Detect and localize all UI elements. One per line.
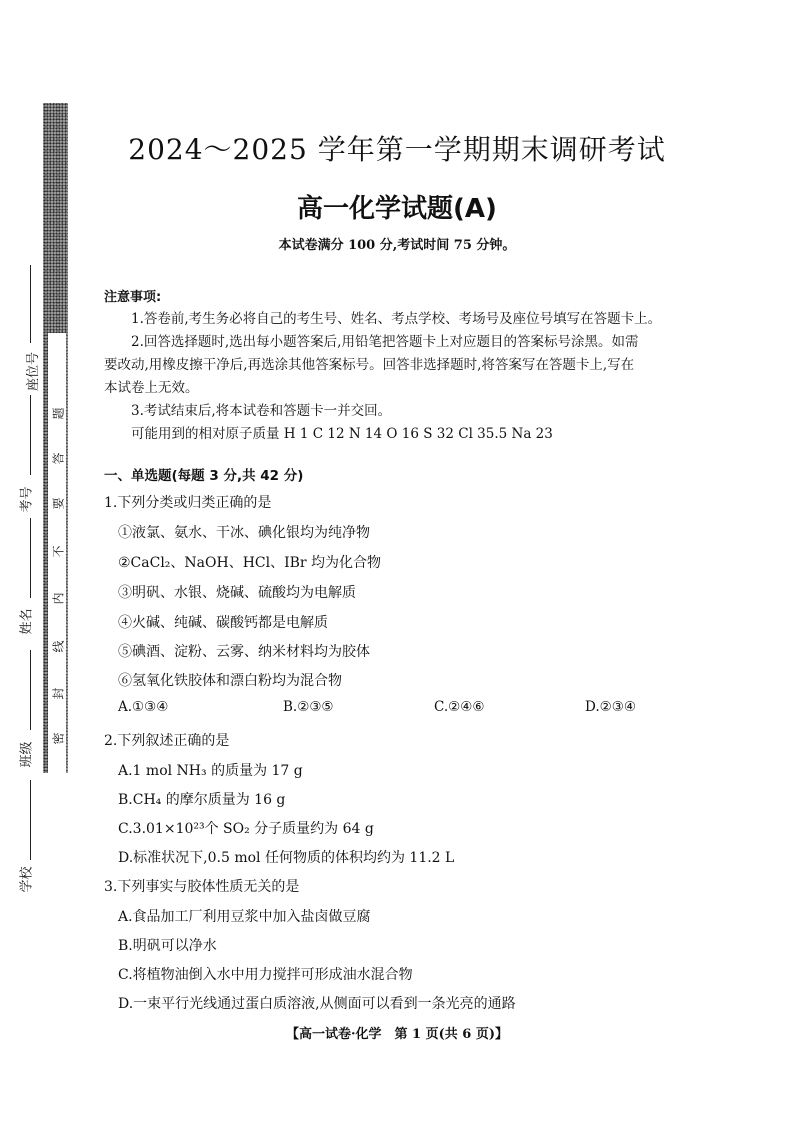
q1-option-c[interactable]: C.②④⑥ bbox=[434, 699, 485, 715]
notice-line: 3.考试结束后,将本试卷和答题卡一并交回。 bbox=[131, 403, 392, 419]
notice-heading: 注意事项: bbox=[104, 290, 162, 305]
q1-item: ①液氯、氨水、干冰、碘化银均为纯净物 bbox=[118, 525, 370, 541]
subject-title: 高一化学试题(A) bbox=[297, 194, 497, 224]
notice-line: 1.答卷前,考生务必将自己的考生号、姓名、考点学校、考场号及座位号填写在答题卡上。 bbox=[131, 311, 662, 327]
question-1-stem: 1.下列分类或归类正确的是 bbox=[104, 495, 272, 511]
exam-title: 2024～2025 学年第一学期期末调研考试 bbox=[128, 133, 666, 166]
q1-item: ⑥氢氧化铁胶体和漂白粉均为混合物 bbox=[118, 673, 342, 689]
q3-option-b[interactable]: B.明矾可以净水 bbox=[118, 938, 217, 954]
q1-item: ④火碱、纯碱、碳酸钙都是电解质 bbox=[118, 615, 328, 631]
school-label: 学校 bbox=[19, 866, 35, 893]
q3-option-c[interactable]: C.将植物油倒入水中用力搅拌可形成油水混合物 bbox=[118, 967, 413, 983]
class-label: 班级 bbox=[19, 741, 35, 768]
seal-char: 答 bbox=[51, 452, 66, 465]
seal-char: 封 bbox=[51, 687, 66, 700]
seal-char: 题 bbox=[51, 407, 66, 420]
q1-option-d[interactable]: D.②③④ bbox=[585, 699, 636, 715]
section-heading: 一、单选题(每题 3 分,共 42 分) bbox=[104, 468, 304, 484]
q2-option-a[interactable]: A.1 mol NH₃ 的质量为 17 g bbox=[118, 763, 303, 779]
question-2-stem: 2.下列叙述正确的是 bbox=[104, 733, 230, 749]
seal-char: 内 bbox=[51, 592, 66, 605]
seat-number-label: 座位号 bbox=[26, 351, 42, 392]
question-3-stem: 3.下列事实与胶体性质无关的是 bbox=[104, 879, 300, 895]
q3-option-a[interactable]: A.食品加工厂利用豆浆中加入盐卤做豆腐 bbox=[118, 909, 371, 925]
school-field[interactable] bbox=[30, 780, 31, 860]
q1-options bbox=[118, 699, 678, 717]
q1-item: ⑤碘酒、淀粉、云雾、纳米材料均为胶体 bbox=[118, 644, 370, 660]
name-label: 姓名 bbox=[19, 608, 35, 635]
seal-char: 不 bbox=[51, 545, 66, 558]
name-field[interactable] bbox=[30, 518, 31, 598]
q1-option-b[interactable]: B.②③⑤ bbox=[283, 699, 334, 715]
class-field[interactable] bbox=[30, 650, 31, 730]
q2-option-c[interactable]: C.3.01×10²³个 SO₂ 分子质量约为 64 g bbox=[118, 821, 374, 837]
page-footer: 【高一试卷·化学 第 1 页(共 6 页)】 bbox=[285, 1027, 509, 1042]
q3-option-d[interactable]: D.一束平行光线通过蛋白质溶液,从侧面可以看到一条光亮的通路 bbox=[118, 996, 516, 1012]
seal-char: 线 bbox=[51, 640, 66, 653]
exam-number-field[interactable] bbox=[30, 395, 31, 475]
q1-option-a[interactable]: A.①③④ bbox=[118, 699, 169, 715]
q2-option-d[interactable]: D.标准状况下,0.5 mol 任何物质的体积均约为 11.2 L bbox=[118, 850, 455, 866]
notice-line: 要改动,用橡皮擦干净后,再选涂其他答案标号。回答非选择题时,将答案写在答题卡上,写在 bbox=[104, 357, 635, 373]
seal-char: 密 bbox=[51, 732, 66, 745]
q1-item: ②CaCl₂、NaOH、HCl、IBr 均为化合物 bbox=[118, 555, 382, 571]
seal-char: 要 bbox=[51, 497, 66, 510]
exam-number-label: 考号 bbox=[19, 486, 35, 513]
notice-line: 本试卷上无效。 bbox=[104, 380, 199, 396]
atomic-masses: 可能用到的相对原子质量 H 1 C 12 N 14 O 16 S 32 Cl 35.5 Na 23 bbox=[131, 426, 553, 442]
q1-item: ③明矾、水银、烧碱、硫酸均为电解质 bbox=[118, 585, 356, 601]
seat-number-field[interactable] bbox=[30, 265, 31, 343]
notice-line: 2.回答选择题时,选出每小题答案后,用铅笔把答题卡上对应题目的答案标号涂黑。如需 bbox=[131, 334, 639, 350]
exam-info: 本试卷满分 100 分,考试时间 75 分钟。 bbox=[278, 238, 516, 253]
q2-option-b[interactable]: B.CH₄ 的摩尔质量为 16 g bbox=[118, 792, 286, 808]
